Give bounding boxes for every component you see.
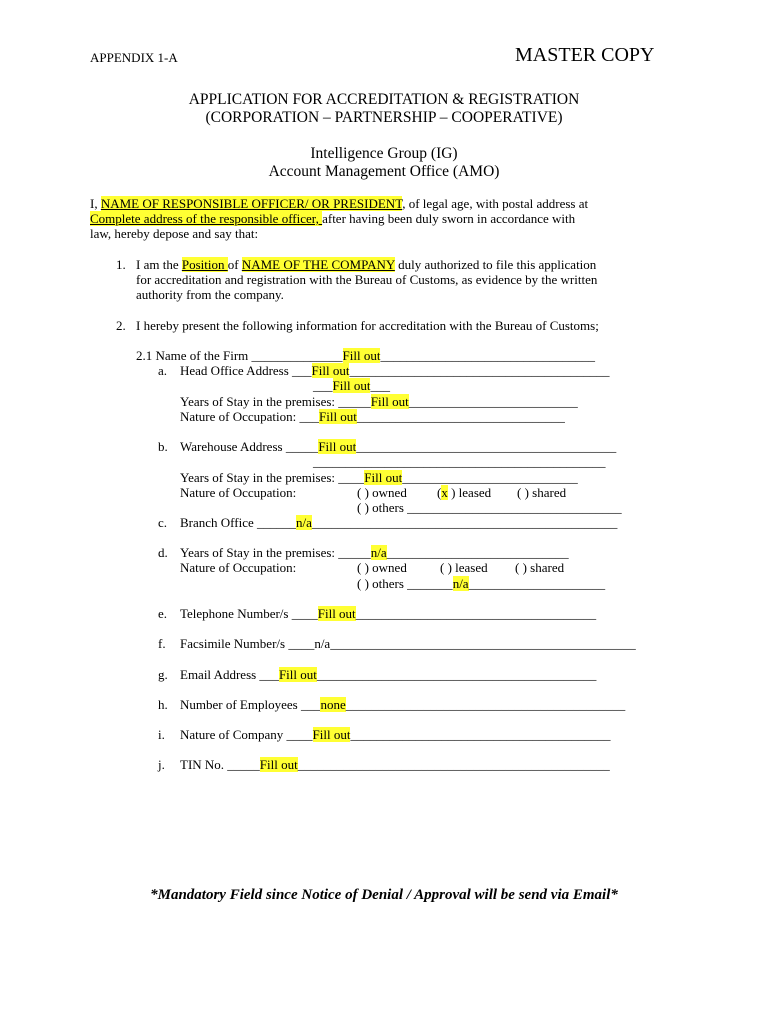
nature-occupation-label-2: Nature of Occupation: xyxy=(180,485,297,500)
office-subname: Account Management Office (AMO) xyxy=(268,163,500,180)
field-blank: ___________________________________________ xyxy=(316,667,597,682)
years-stay-value-2: Fill out xyxy=(364,470,403,485)
field-blank: __________________________ xyxy=(408,394,578,409)
leased-check-mark: x xyxy=(441,485,448,500)
field-blank: ________________________________________________ xyxy=(297,757,610,772)
tin-value: Fill out xyxy=(259,757,298,772)
field-blank: ________________________________ xyxy=(356,409,565,424)
nature-occupation-value-1: Fill out xyxy=(318,409,357,424)
field-blank: _________________________________ xyxy=(380,348,595,363)
others-value-3: n/a xyxy=(452,576,469,591)
item-h-letter: h. xyxy=(158,697,168,712)
field-blank: ___________________________________________ xyxy=(345,697,626,712)
field-label: Head Office Address ___ xyxy=(180,363,312,378)
years-stay-value-3: n/a xyxy=(370,545,387,560)
item-j-letter: j. xyxy=(158,757,165,772)
field-label: Warehouse Address _____ xyxy=(180,439,319,454)
field-blank: ___________________________ xyxy=(402,470,578,485)
field-label: Email Address ___ xyxy=(180,667,279,682)
item-e-letter: e. xyxy=(158,606,168,621)
field-label: 2.1 Name of the Firm ______________ xyxy=(136,348,343,363)
item-2-text: I hereby present the following information for accreditation with the Bureau of Customs; xyxy=(136,318,599,333)
officer-address-field: Complete address of the responsible officer, xyxy=(90,211,323,226)
option-label: ( ) others _______ xyxy=(357,576,453,591)
intro-text: after having been duly sworn in accordance with xyxy=(322,211,576,226)
checkbox-bracket: ( xyxy=(437,485,442,500)
option-others[interactable]: ( ) others _________________________________ xyxy=(357,500,622,515)
head-office-row xyxy=(180,363,609,378)
appendix-label: APPENDIX 1-A xyxy=(90,50,178,65)
field-label: Years of Stay in the premises: _____ xyxy=(180,394,371,409)
officer-name-field: NAME OF RESPONSIBLE OFFICER/ OR PRESIDENT xyxy=(100,196,403,211)
company-name-field: NAME OF THE COMPANY xyxy=(241,257,395,272)
field-label: Branch Office ______ xyxy=(180,515,297,530)
head-office-value-2: Fill out xyxy=(332,378,371,393)
nature-occupation-row-1 xyxy=(180,409,565,424)
email-row xyxy=(180,667,596,682)
facsimile-row: Facsimile Number/s ____n/a_______________________________________________ xyxy=(180,636,636,651)
field-blank: ________________________________________ xyxy=(350,727,611,742)
intro-text: I, xyxy=(90,196,101,211)
field-blank: ___ xyxy=(370,378,390,393)
telephone-value: Fill out xyxy=(317,606,356,621)
field-label: Nature of Company ____ xyxy=(180,727,313,742)
warehouse-value: Fill out xyxy=(318,439,357,454)
field-blank: _____________________ xyxy=(468,576,606,591)
field-blank: ____________________________ xyxy=(386,545,569,560)
item-text: I am the xyxy=(136,257,182,272)
nature-company-row xyxy=(180,727,610,742)
warehouse-row xyxy=(180,439,616,454)
form-title: APPLICATION FOR ACCREDITATION & REGISTRATION xyxy=(188,91,580,108)
option-leased-3[interactable]: ( ) leased xyxy=(440,560,488,575)
field-label: Telephone Number/s ____ xyxy=(180,606,318,621)
field-blank: ___ xyxy=(313,378,333,393)
item-c-letter: c. xyxy=(158,515,168,530)
option-others-3[interactable] xyxy=(357,576,605,591)
option-shared[interactable]: ( ) shared xyxy=(517,485,567,500)
item-text: duly authorized to file this application xyxy=(394,257,597,272)
item-f-letter: f. xyxy=(158,636,166,651)
field-blank: _____________________________________ xyxy=(355,606,597,621)
intro-line-2 xyxy=(90,211,575,226)
option-owned[interactable]: ( ) owned xyxy=(357,485,407,500)
position-field: Position xyxy=(181,257,228,272)
nature-company-value: Fill out xyxy=(312,727,351,742)
item-i-letter: i. xyxy=(158,727,165,742)
item-1-line-2: for accreditation and registration with the Bureau of Customs, as evidence by the written xyxy=(136,272,598,287)
nature-occupation-label-3: Nature of Occupation: xyxy=(180,560,297,575)
employees-row xyxy=(180,697,625,712)
intro-line-1 xyxy=(90,196,588,211)
firm-name-value: Fill out xyxy=(342,348,381,363)
item-2-number: 2. xyxy=(116,318,126,333)
tin-row xyxy=(180,757,610,772)
option-owned-3[interactable]: ( ) owned xyxy=(357,560,407,575)
warehouse-row-2: _____________________________________________ xyxy=(313,454,606,469)
intro-line-3: law, hereby depose and say that: xyxy=(90,226,259,241)
form-subtitle: (CORPORATION – PARTNERSHIP – COOPERATIVE) xyxy=(205,109,563,126)
years-stay-row-1 xyxy=(180,394,578,409)
mandatory-note: *Mandatory Field since Notice of Denial / Approval will be send via Email* xyxy=(150,887,618,903)
field-label: Years of Stay in the premises: ____ xyxy=(180,470,365,485)
option-leased[interactable] xyxy=(437,485,491,500)
option-shared-3[interactable]: ( ) shared xyxy=(515,560,565,575)
years-stay-value-1: Fill out xyxy=(370,394,409,409)
item-text: of xyxy=(227,257,242,272)
option-label: ) leased xyxy=(447,485,492,500)
field-label: TIN No. _____ xyxy=(180,757,260,772)
item-1-line-1 xyxy=(136,257,596,272)
item-d-letter: d. xyxy=(158,545,168,560)
item-1-number: 1. xyxy=(116,257,126,272)
field-blank: _______________________________________________ xyxy=(311,515,618,530)
head-office-value: Fill out xyxy=(311,363,350,378)
office-name: Intelligence Group (IG) xyxy=(310,145,458,162)
item-a-letter: a. xyxy=(158,363,168,378)
intro-text: , of legal age, with postal address at xyxy=(402,196,589,211)
email-value: Fill out xyxy=(278,667,317,682)
field-blank: ________________________________________ xyxy=(349,363,610,378)
item-g-letter: g. xyxy=(158,667,168,682)
telephone-row xyxy=(180,606,596,621)
branch-office-row xyxy=(180,515,617,530)
field-label: Nature of Occupation: ___ xyxy=(180,409,319,424)
item-b-letter: b. xyxy=(158,439,168,454)
years-stay-row-2 xyxy=(180,470,578,485)
field-label: Years of Stay in the premises: _____ xyxy=(180,545,371,560)
years-stay-row-3 xyxy=(180,545,569,560)
head-office-row-2 xyxy=(313,378,390,393)
firm-name-row xyxy=(136,348,595,363)
master-copy-label: MASTER COPY xyxy=(515,44,655,66)
employees-value: none xyxy=(320,697,346,712)
field-blank: ________________________________________ xyxy=(356,439,617,454)
branch-office-value: n/a xyxy=(296,515,312,530)
field-label: Number of Employees ___ xyxy=(180,697,321,712)
item-1-line-3: authority from the company. xyxy=(136,287,284,302)
